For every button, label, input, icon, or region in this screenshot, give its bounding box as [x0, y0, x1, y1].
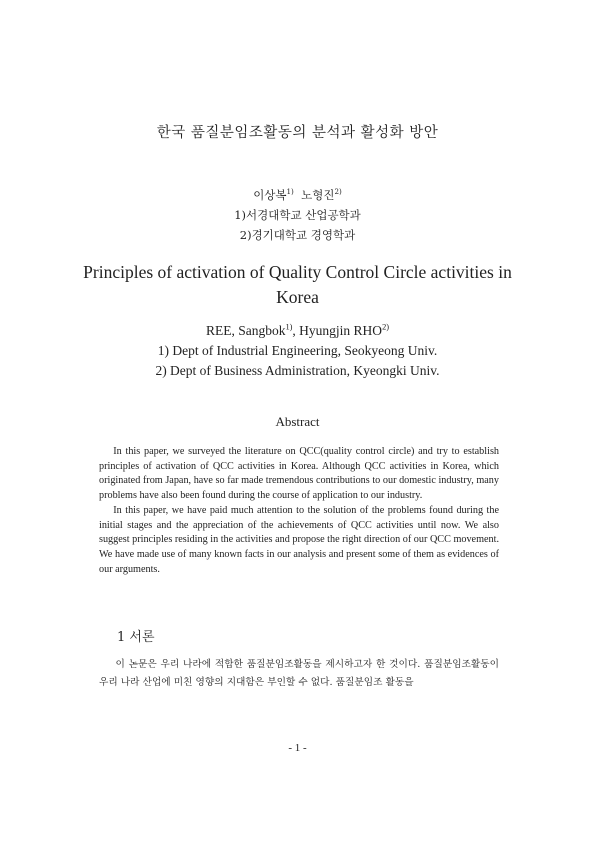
affiliation-mark: 2) — [382, 322, 390, 332]
korean-author-name: 이상복 — [253, 188, 287, 202]
section-heading: 1 서론 — [117, 630, 155, 645]
korean-title: 한국 품질분임조활동의 분석과 활성화 방안 — [156, 125, 439, 141]
korean-affiliation: 1)서경대학교 산업공학과 — [234, 208, 361, 222]
section-body — [99, 656, 499, 692]
abstract-paragraph: In this paper, we surveyed the literature on QCC(quality control circle) and try to establish principles of activation of QCC activities in Korea. Although QCC activities in Korea, which originated from Japan, have so far made tremendous contributions to our domestic industry, many problems have also been found during the course of application to our industry. — [99, 446, 499, 502]
abstract-body — [99, 445, 499, 577]
korean-author-name: 노형진 — [301, 188, 335, 202]
korean-author-block — [0, 185, 595, 245]
page-number: - 1 - — [288, 742, 307, 754]
english-author-names: REE, Sangbok$^{1)}$, Hyungjin RHO$^{2)}$ — [205, 322, 390, 338]
english-author-block — [0, 321, 595, 381]
affiliation-mark: 1) — [285, 322, 293, 332]
abstract-paragraph: In this paper, we have paid much attention to the solution of the problems found during the initial stages and the appreciation of the achievements of QCC activities until now. We also suggest principles residing in the activities and propose the right direction of our QCC movement. We have made use of many known facts in our analysis and present some of them as evidences of our arguments. — [99, 504, 499, 575]
english-author-name: Hyungjin RHO — [299, 323, 383, 338]
english-affiliation: 2) Dept of Business Administration, Kyeongki Univ. — [155, 363, 440, 378]
korean-author-names — [0, 185, 595, 205]
abstract-heading: Abstract — [275, 414, 320, 429]
english-title: Principles of activation of Quality Control Circle activities in Korea — [83, 262, 512, 307]
affiliation-mark: 1) — [286, 187, 294, 197]
korean-affiliation: 2)경기대학교 경영학과 — [239, 228, 356, 242]
english-author-name: REE, Sangbok — [205, 323, 286, 338]
english-affiliation: 1) Dept of Industrial Engineering, Seokyeong Univ. — [157, 343, 438, 358]
affiliation-mark: 2) — [334, 187, 342, 197]
body-paragraph: 이 논문은 우리 나라에 적합한 품질분임조활동을 제시하고자 한 것이다. 품질분임조활동이 우리 나라 산업에 미친 영향의 지대함은 부인할 수 없다. 품질분임조 활동을 — [99, 659, 499, 688]
